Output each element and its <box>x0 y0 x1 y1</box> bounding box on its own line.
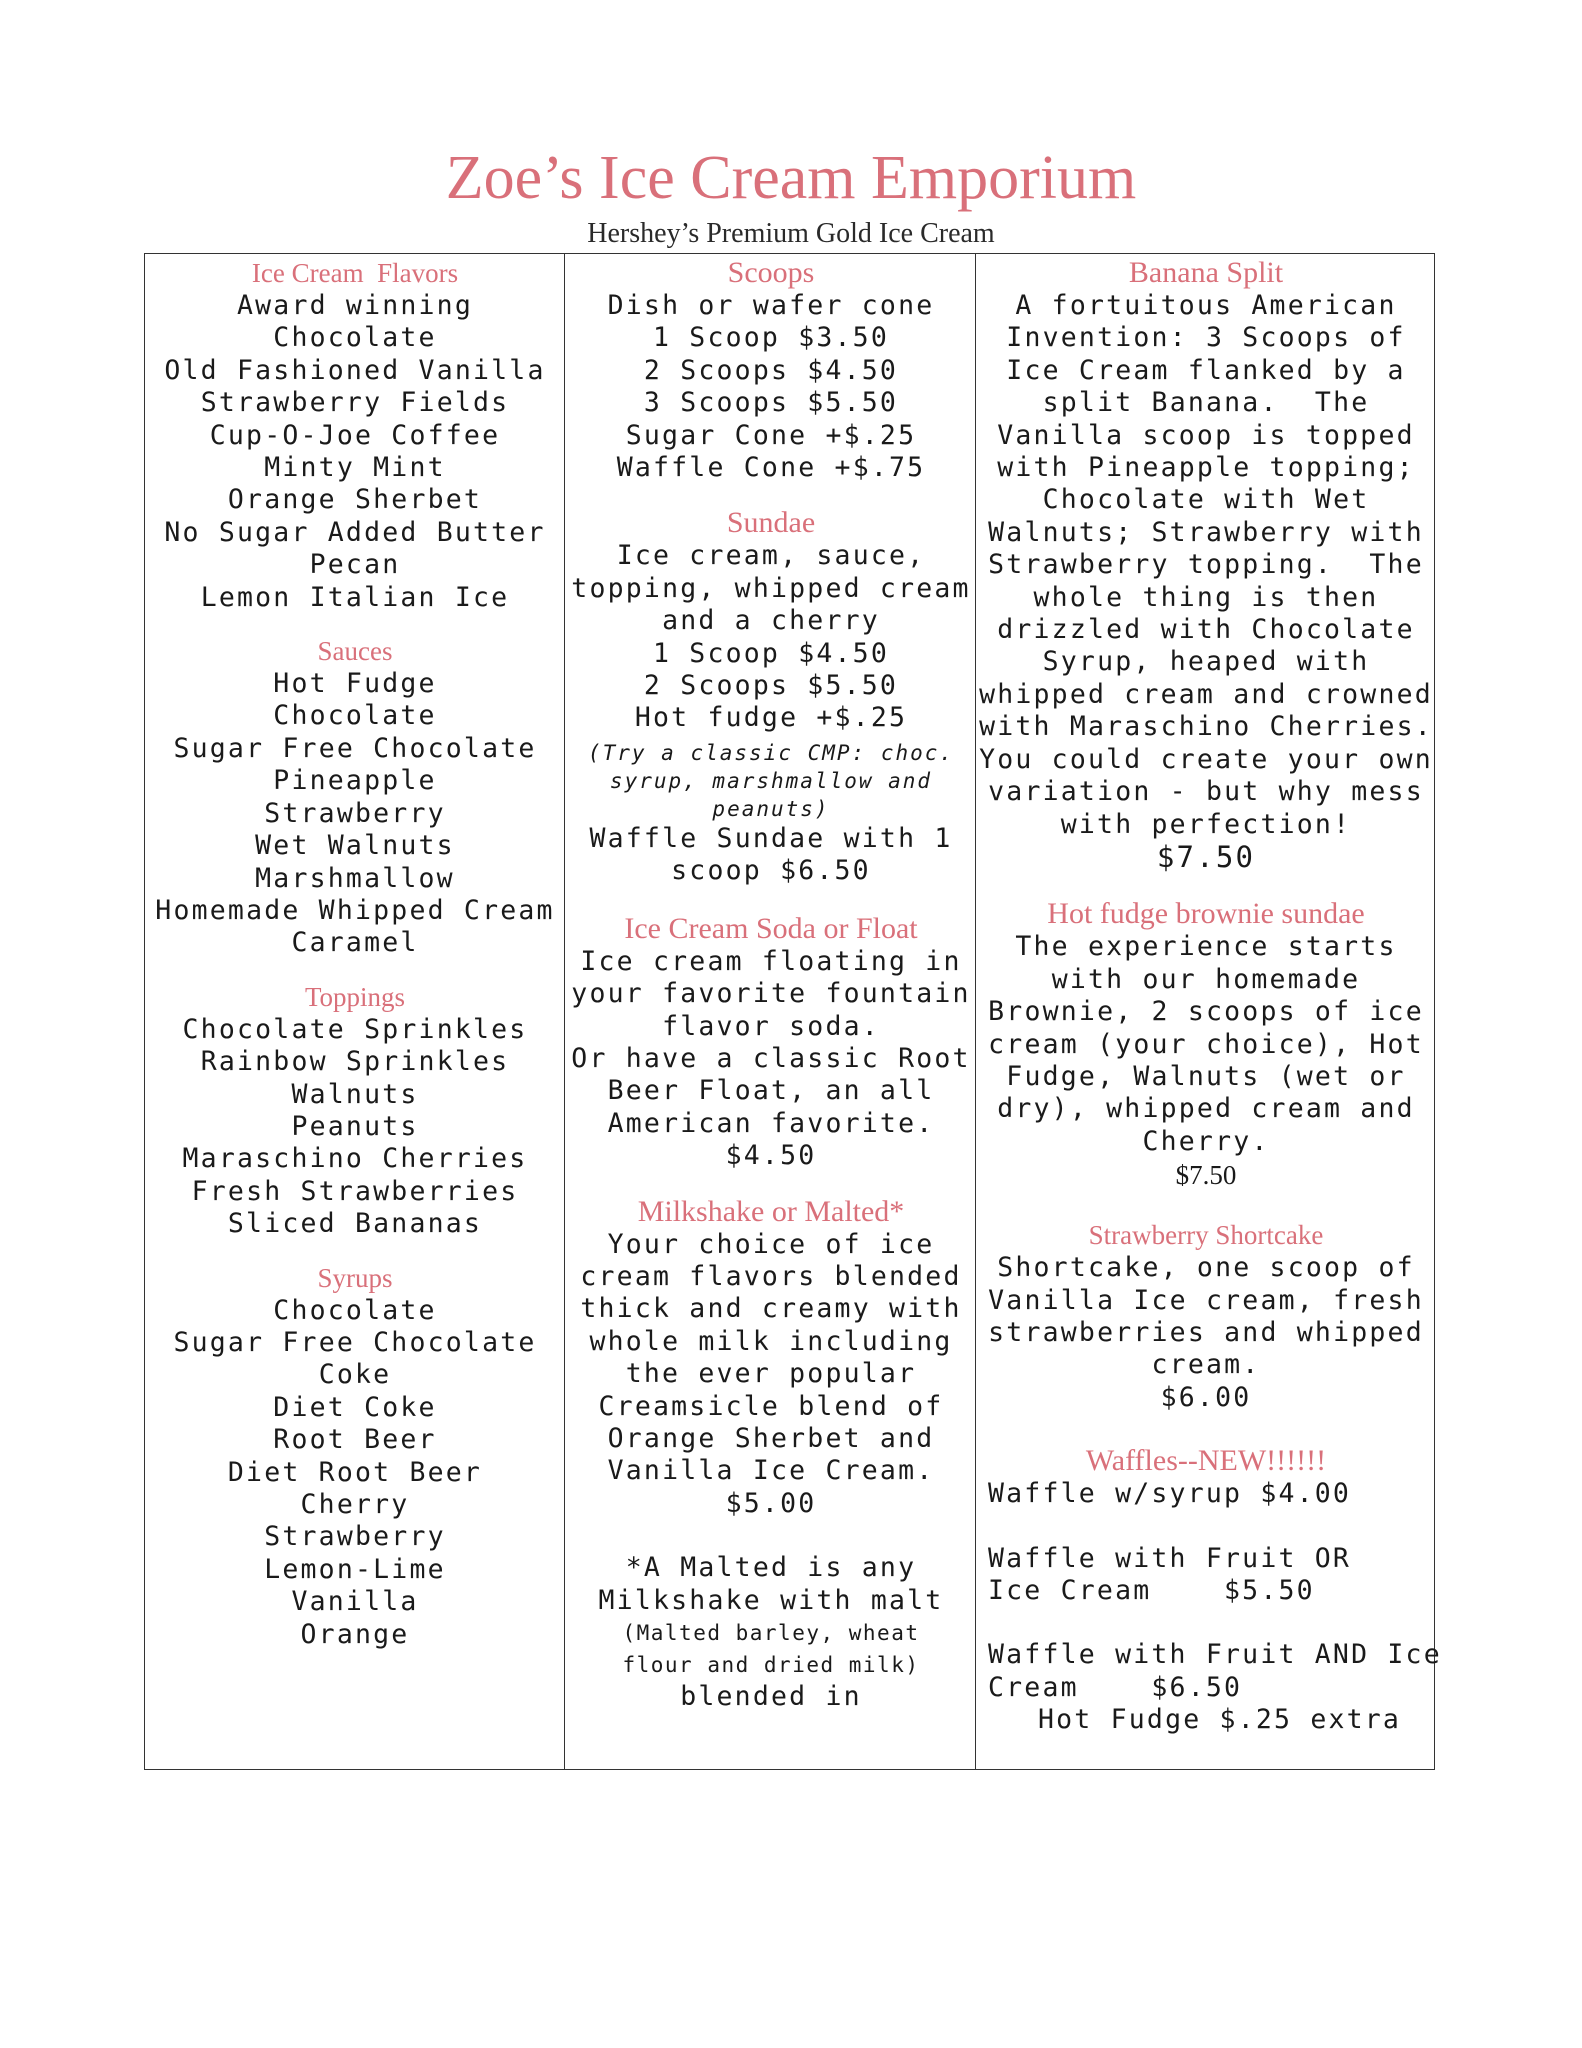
description-line: Strawberry topping. The <box>988 549 1424 581</box>
menu-column-1 <box>146 256 564 1651</box>
list-item: flavor soda. <box>662 1010 880 1042</box>
sundae-list <box>567 540 975 734</box>
list-item: American favorite. <box>607 1107 935 1139</box>
list-item: Orange Sherbet and <box>607 1422 935 1454</box>
list-item: Strawberry Fields <box>200 387 510 419</box>
list-item: 3 Scoops $5.50 <box>643 387 899 419</box>
list-item: Marshmallow <box>255 862 455 894</box>
description-line: whipped cream and crowned <box>979 678 1433 710</box>
list-item: 2 Scoops $4.50 <box>643 354 899 386</box>
description-line: You could create your own <box>979 743 1433 775</box>
note-line: Milkshake with malt <box>598 1584 944 1616</box>
list-item: Rainbow Sprinkles <box>200 1046 510 1078</box>
description-line: split Banana. The <box>1042 387 1370 419</box>
section-heading-sauces: Sauces <box>317 636 393 667</box>
list-item: Sugar Free Chocolate <box>173 1326 537 1358</box>
flavors-list <box>146 290 564 614</box>
list-item: Old Fashioned Vanilla <box>164 354 546 386</box>
list-item: Lemon-Lime <box>264 1553 446 1585</box>
section-heading-toppings: Toppings <box>304 981 406 1012</box>
list-item: Sugar Cone +$.25 <box>625 419 917 451</box>
description-line: drizzled with Chocolate <box>997 614 1415 646</box>
description-line: whole thing is then <box>1033 581 1379 613</box>
description-line: Walnuts; Strawberry with <box>988 516 1424 548</box>
list-item: Sliced Bananas <box>227 1208 483 1240</box>
description-line: Brownie, 2 scoops of ice <box>988 996 1424 1028</box>
list-item: Ice cream floating in <box>580 945 962 977</box>
note-line: *A Malted is any <box>625 1552 917 1584</box>
list-item: Waffle with Fruit OR <box>988 1542 1352 1574</box>
list-item: Strawberry <box>264 1521 446 1553</box>
note-line: flour and dried milk) <box>622 1653 920 1677</box>
soda-list <box>567 946 975 1173</box>
list-item: Diet Root Beer <box>227 1456 483 1488</box>
description-line: Fudge, Walnuts (wet or <box>1006 1060 1406 1092</box>
list-item: Wet Walnuts <box>255 830 455 862</box>
brownie-description <box>978 931 1434 1158</box>
list-item: Award winning <box>236 290 473 321</box>
description-line: with Pineapple topping; <box>997 452 1415 484</box>
description-line: cream (your choice), Hot <box>988 1028 1424 1060</box>
list-item: Your choice of ice <box>607 1228 935 1260</box>
menu-column-3 <box>978 256 1442 1737</box>
price: $7.50 <box>1156 839 1256 874</box>
list-item: Chocolate <box>273 1294 437 1326</box>
list-item: No Sugar Added Butter <box>164 516 546 548</box>
list-item: Creamsicle blend of <box>598 1390 944 1422</box>
section-heading-milkshake: Milkshake or Malted* <box>637 1194 905 1228</box>
list-item: Pineapple <box>273 765 437 797</box>
section-heading-shortcake: Strawberry Shortcake <box>1088 1220 1324 1251</box>
note-line: (Try a classic CMP: choc. <box>587 740 955 765</box>
description-line: A fortuitous American <box>1015 290 1397 321</box>
list-item: and a cherry <box>662 605 880 637</box>
list-item: $5.00 <box>725 1487 817 1519</box>
note-line: peanuts) <box>712 796 830 821</box>
description-line: Ice Cream flanked by a <box>1006 354 1406 386</box>
section-heading-flavors: Ice Cream Flavors <box>251 258 459 288</box>
list-item: Orange Sherbet <box>227 484 483 516</box>
menu-column-2 <box>567 256 975 1713</box>
list-item: Lemon Italian Ice <box>200 581 510 613</box>
waffles-list <box>978 1478 1442 1736</box>
description-line: Vanilla scoop is topped <box>997 419 1415 451</box>
description-line: variation - but why mess <box>988 776 1424 808</box>
list-item: Fresh Strawberries <box>191 1175 519 1207</box>
list-item: Pecan <box>309 549 401 581</box>
list-item: scoop $6.50 <box>671 855 871 887</box>
list-item: 1 Scoop $4.50 <box>652 637 889 669</box>
sauces-list <box>146 668 564 960</box>
description-line: Syrup, heaped with <box>1042 646 1370 678</box>
section-heading-soda: Ice Cream Soda or Float <box>624 911 918 945</box>
section-heading-brownie-sundae: Hot fudge brownie sundae <box>1047 897 1365 931</box>
sundae-note <box>567 739 975 823</box>
list-item: Waffle with Fruit AND Ice <box>988 1639 1442 1671</box>
list-item: Minty Mint <box>264 452 446 484</box>
list-item: Ice cream, sauce, <box>616 540 926 572</box>
list-item: topping, whipped cream <box>571 572 971 604</box>
list-item: Diet Coke <box>273 1391 437 1423</box>
list-item: Waffle Cone +$.75 <box>616 452 926 484</box>
list-item: Coke <box>318 1359 392 1391</box>
description-line: Invention: 3 Scoops of <box>1006 322 1406 354</box>
section-heading-scoops: Scoops <box>727 256 815 289</box>
list-item: Vanilla Ice Cream. <box>607 1455 935 1487</box>
syrups-list <box>146 1295 564 1651</box>
description-line: The experience starts <box>1015 931 1397 963</box>
list-item: your favorite fountain <box>571 978 971 1010</box>
list-item: $4.50 <box>725 1140 817 1172</box>
milkshake-list <box>567 1229 975 1521</box>
note-line: (Malted barley, wheat <box>622 1621 920 1645</box>
list-item: Peanuts <box>291 1110 419 1142</box>
banana-split-description <box>978 290 1434 873</box>
list-item: 1 Scoop $3.50 <box>652 322 889 354</box>
list-item: Chocolate Sprinkles <box>182 1013 528 1045</box>
section-heading-banana-split: Banana Split <box>1128 256 1284 289</box>
description-line: Vanilla Ice cream, fresh <box>988 1284 1424 1316</box>
list-item: Strawberry <box>264 797 446 829</box>
list-item: Chocolate <box>273 700 437 732</box>
price: $7.50 <box>1175 1160 1237 1191</box>
column-divider <box>975 253 976 1770</box>
list-item: Hot Fudge $.25 extra <box>1038 1704 1402 1736</box>
list-item: Maraschino Cherries <box>182 1143 528 1175</box>
list-item: Root Beer <box>273 1424 437 1456</box>
list-item: Cherry <box>300 1489 410 1520</box>
list-item: Vanilla <box>291 1586 419 1618</box>
shortcake-description <box>978 1252 1434 1414</box>
list-item: Chocolate <box>273 322 437 354</box>
list-item: Homemade Whipped Cream <box>155 894 555 926</box>
description-line: with perfection! <box>1060 808 1352 840</box>
list-item: Orange <box>300 1618 410 1650</box>
malted-end <box>567 1681 975 1713</box>
column-divider <box>564 253 565 1770</box>
description-line: cream. <box>1151 1349 1261 1381</box>
list-item: Waffle w/syrup $4.00 <box>988 1478 1352 1510</box>
list-item: Waffle Sundae with 1 <box>589 822 953 854</box>
list-item: Sugar Free Chocolate <box>173 732 537 764</box>
description-line: with Maraschino Cherries. <box>979 711 1433 743</box>
description-line: Shortcake, one scoop of <box>997 1252 1415 1284</box>
list-item: Walnuts <box>291 1078 419 1110</box>
list-item: cream flavors blended <box>580 1260 962 1292</box>
description-line: dry), whipped cream and <box>997 1093 1415 1125</box>
description-line: with our homemade <box>1051 963 1361 995</box>
price: $6.00 <box>1160 1381 1252 1413</box>
waffle-sundae <box>567 823 975 888</box>
section-heading-syrups: Syrups <box>317 1262 393 1293</box>
list-item: Or have a classic Root <box>571 1042 971 1074</box>
malted-note <box>567 1552 975 1617</box>
list-item: Dish or wafer cone <box>607 290 935 321</box>
scoops-list <box>567 290 975 484</box>
section-heading-waffles: Waffles--NEW!!!!!! <box>1085 1444 1327 1478</box>
section-heading-sundae: Sundae <box>726 506 816 540</box>
description-line: strawberries and whipped <box>988 1316 1424 1348</box>
list-item: Hot fudge +$.25 <box>634 702 908 734</box>
note-line: blended in <box>680 1681 862 1712</box>
list-item: the ever popular <box>625 1358 917 1390</box>
list-item: Caramel <box>291 927 419 959</box>
list-item: Hot Fudge <box>273 668 437 700</box>
note-line: syrup, marshmallow and <box>609 768 933 793</box>
toppings-list <box>146 1014 564 1241</box>
list-item: whole milk including <box>589 1325 953 1357</box>
list-item: Cream $6.50 <box>988 1671 1243 1703</box>
menu-subtitle: Hershey’s Premium Gold Ice Cream <box>587 218 995 249</box>
description-line: Cherry. <box>1142 1125 1270 1157</box>
list-item: Beer Float, an all <box>607 1075 935 1107</box>
malted-small-note <box>567 1617 975 1681</box>
menu-title: Zoe’s Ice Cream Emporium <box>445 144 1137 212</box>
list-item: Cup-O-Joe Coffee <box>209 419 501 451</box>
description-line: Chocolate with Wet <box>1042 484 1370 516</box>
list-item: Ice Cream $5.50 <box>988 1575 1315 1606</box>
list-item: thick and creamy with <box>580 1293 962 1325</box>
list-item: 2 Scoops $5.50 <box>643 670 899 702</box>
